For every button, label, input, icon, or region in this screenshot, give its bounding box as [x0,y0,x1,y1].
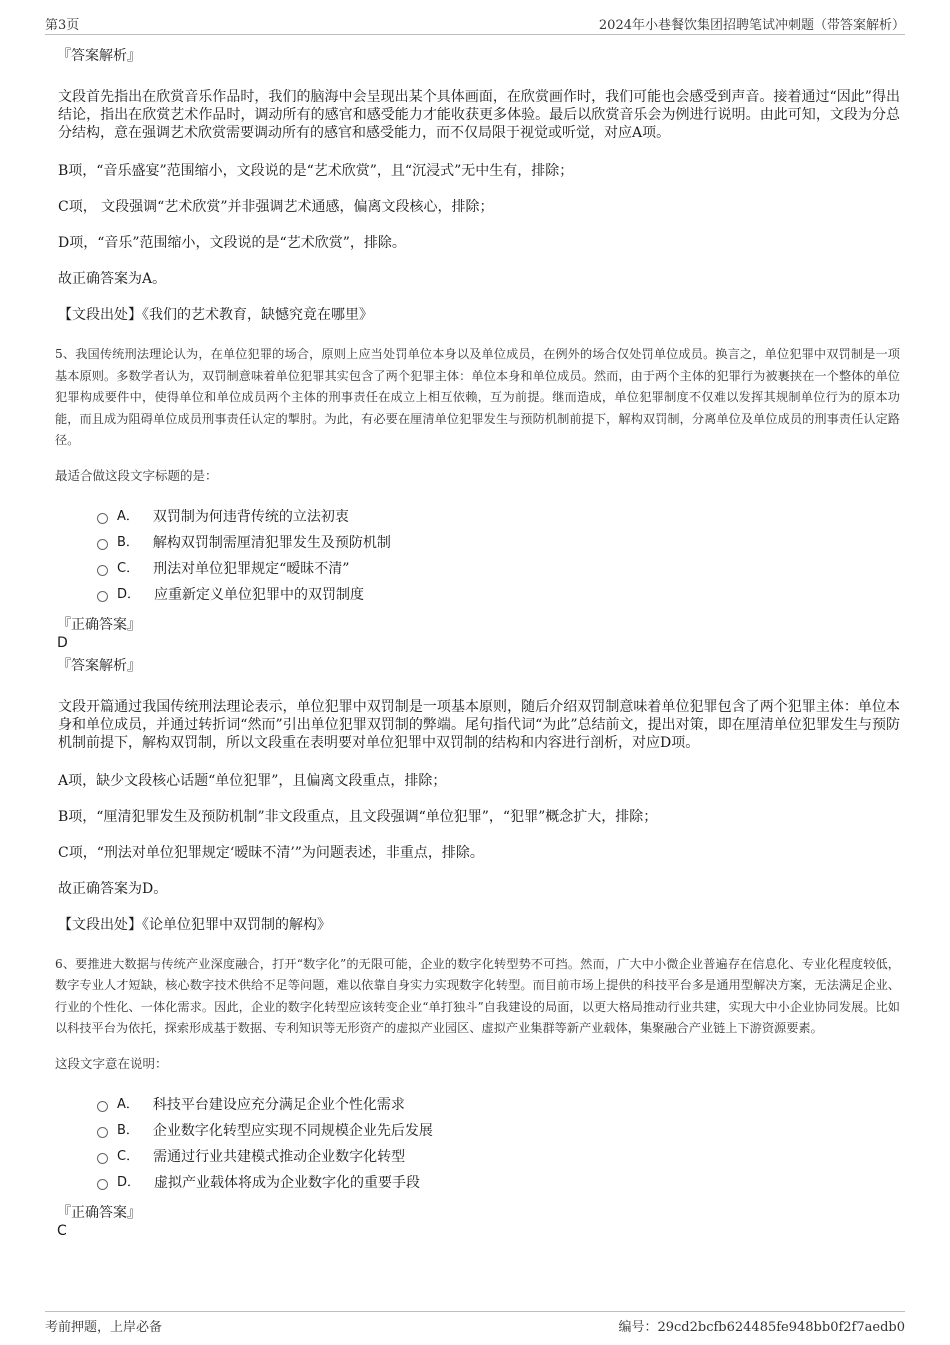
analysis-label: 『答案解析』 [57,657,141,674]
question-5-text: 5、我国传统刑法理论认为，在单位犯罪的场合，原则上应当处罚单位本身以及单位成员，在例外的场合仅处罚单位成员。换言之，单位犯罪中双罚制是一项基本原则。多数学者认为，双罚制意味着单位犯罪其实包含了两个犯罪主体：单位本身和单位成员。然而，由于两个主体的犯罪行为被裹挟在一个整体的单位犯罪构成要件中，使得单位和单位成员两个主体的刑事责任在成立上相互依赖，互为前提。继而造成，单位犯罪制度不仅难以发挥其规制单位行为的原本功能，而且成为阻碍单位成员刑事责任认定的掣肘。为此，有必要在厘清单位犯罪发生与预防机制前提下，解构双罚制，分离单位及单位成员的刑事责任认定路径。 [55,347,900,447]
question-5-option-a[interactable]: A． 双罚制为何违背传统的立法初衷 [97,504,900,530]
radio-icon[interactable] [97,1179,108,1190]
radio-icon[interactable] [97,1101,108,1112]
analysis-label: 『答案解析』 [57,48,141,64]
analysis-option-c: C项， 文段强调“艺术欣赏”并非强调艺术通感，偏离文段核心，排除； [58,199,494,215]
analysis-option-d: D项，“音乐”范围缩小，文段说的是“艺术欣赏”，排除。 [58,235,406,251]
question-6-option-b[interactable]: B． 企业数字化转型应实现不同规模企业先后发展 [97,1118,900,1144]
question-5-answer: D [57,634,68,651]
radio-icon[interactable] [97,1127,108,1138]
question-5-prompt: 最适合做这段文字标题的是： [55,467,218,483]
question-6-answer: C [57,1222,67,1239]
footer-slogan: 考前押题，上岸必备 [45,1320,163,1335]
passage-source: 【文段出处】《我们的艺术教育，缺憾究竟在哪里》 [58,307,373,323]
radio-icon[interactable] [97,513,108,524]
question-6-option-c[interactable]: C． 需通过行业共建模式推动企业数字化转型 [97,1144,900,1170]
question-5-analysis: 文段开篇通过我国传统刑法理论表示，单位犯罪中双罚制是一项基本原则，随后介绍双罚制意味着单位犯罪包含了两个犯罪主体：单位本身和单位成员，并通过转折词“然而”引出单位犯罪双罚制的弊端。尾句指代词“为此”总结前文，提出对策，即在厘清单位犯罪发生与预防机制前提下，解构双罚制，所以文段重在表明要对单位犯罪中双罚制的结构和内容进行剖析，对应D项。 [58,698,900,751]
page-content [55,46,900,1244]
radio-icon[interactable] [97,539,108,550]
question-5-option-d[interactable]: D． 应重新定义单位犯罪中的双罚制度 [97,582,900,608]
question-6-options [97,1092,900,1196]
analysis-conclusion: 故正确答案为A。 [58,271,167,287]
radio-icon[interactable] [97,1153,108,1164]
page-header [45,14,905,35]
question-5-analysis-b: B项，“厘清犯罪发生及预防机制”非文段重点，且文段强调“单位犯罪”，“犯罪”概念扩大，排除； [58,808,658,825]
answer-label: 『正确答案』 [57,1204,141,1221]
question-5-conclusion: 故正确答案为D。 [58,880,168,897]
question-6-text: 6、要推进大数据与传统产业深度融合，打开“数字化”的无限可能，企业的数字化转型势不可挡。然而，广大中小微企业普遍存在信息化、专业化程度较低，数字专业人才短缺，核心数字技术供给不足等问题，难以依靠自身实力实现数字化转型。而目前市场上提供的科技平台多是通用型解决方案，无法满足企业、行业的个性化、一体化需求。因此，企业的数字化转型应该转变企业“单打独斗”自我建设的局面，以更大格局推动行业共建，实现大中小企业协同发展。比如以科技平台为依托，探索形成基于数据、专利知识等无形资产的虚拟产业园区、虚拟产业集群等新产业载体，集聚融合产业链上下游资源要素。 [55,956,900,1035]
question-5-option-b[interactable]: B． 解构双罚制需厘清犯罪发生及预防机制 [97,530,900,556]
radio-icon[interactable] [97,591,108,602]
radio-icon[interactable] [97,565,108,576]
question-5-options [97,504,900,608]
question-6-prompt: 这段文字意在说明： [55,1055,168,1071]
question-6-option-d[interactable]: D． 虚拟产业载体将成为企业数字化的重要手段 [97,1170,900,1196]
document-title: 2024年小巷餐饮集团招聘笔试冲刺题（带答案解析） [598,18,905,33]
analysis-text: 文段首先指出在欣赏音乐作品时，我们的脑海中会呈现出某个具体画面，在欣赏画作时，我们可能也会感受到声音。接着通过“因此”得出结论，指出在欣赏艺术作品时，调动所有的感官和感受能力才能收获更多体验。最后以欣赏音乐会为例进行说明。由此可知，文段为分总分结构，意在强调艺术欣赏需要调动所有的感官和感受能力，而不仅局限于视觉或听觉，对应A项。 [58,89,900,141]
question-5-analysis-c: C项，“刑法对单位犯罪规定‘暧昧不清’”为问题表述，非重点，排除。 [58,844,484,861]
answer-label: 『正确答案』 [57,616,141,633]
passage-source: 【文段出处】《论单位犯罪中双罚制的解构》 [58,916,331,933]
question-5-analysis-a: A项，缺少文段核心话题“单位犯罪”，且偏离文段重点，排除； [58,772,447,789]
analysis-option-b: B项，“音乐盛宴”范围缩小，文段说的是“艺术欣赏”，且“沉浸式”无中生有，排除； [58,163,574,179]
document-id: 编号：29cd2bcfb624485fe948bb0f2f7aedb0 [618,1320,905,1335]
page-number: 第3页 [45,18,80,33]
question-6-option-a[interactable]: A． 科技平台建设应充分满足企业个性化需求 [97,1092,900,1118]
question-5-option-c[interactable]: C． 刑法对单位犯罪规定“暧昧不清” [97,556,900,582]
page-footer [45,1311,905,1336]
